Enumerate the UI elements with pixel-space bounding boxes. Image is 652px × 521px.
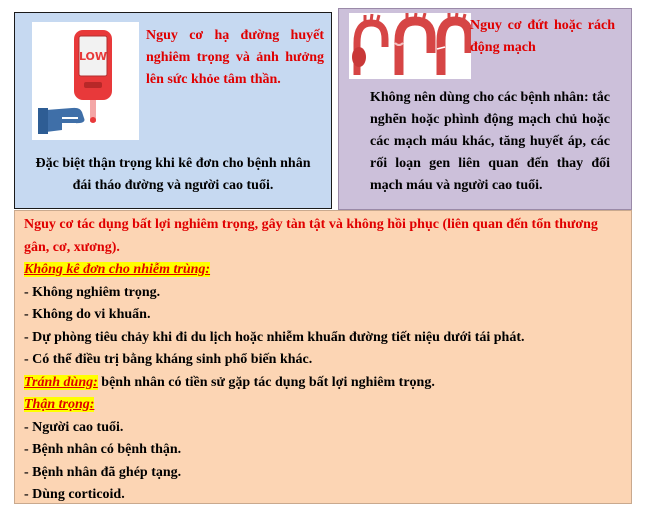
aorta-image: [349, 13, 471, 79]
list-item: - Dự phòng tiêu chảy khi đi du lịch hoặc nhiễm khuẩn đường tiết niệu dưới tái phát.: [24, 329, 525, 345]
list-item: - Người cao tuổi.: [24, 419, 124, 435]
glucometer-icon: [32, 22, 139, 140]
list-item: - Bệnh nhân đã ghép tạng.: [24, 464, 182, 480]
avoid-heading: Tránh dùng:: [24, 374, 98, 390]
list-item: - Không nghiêm trọng.: [24, 284, 161, 300]
artery-warning-box: [338, 8, 632, 210]
caution-heading-line: [24, 394, 624, 417]
artery-title: Nguy cơ đứt hoặc rách động mạch: [470, 18, 615, 55]
avoid-text: bệnh nhân có tiền sử gặp tác dụng bất lợi nghiêm trọng.: [97, 374, 435, 390]
artery-note: Không nên dùng cho các bệnh nhân: tắc nghẽn hoặc phình động mạch chủ hoặc các mạch máu khác, tăng huyết áp, các rối loạn gen liên quan đến thay đổi mạch máu và người cao tuổi.: [370, 90, 611, 193]
list-item: - Không do vi khuẩn.: [24, 307, 151, 322]
hypoglycemia-title: Nguy cơ hạ đường huyết nghiêm trọng và ảnh hưởng lên sức khỏe tâm thần.: [146, 28, 324, 87]
no-prescribe-heading: Không kê đơn cho nhiễm trùng:: [24, 262, 211, 277]
list-item: - Dùng corticoid.: [24, 487, 125, 502]
no-prescribe-heading-line: [24, 259, 624, 282]
hypoglycemia-warning-box: [14, 12, 332, 209]
glucometer-image: [32, 22, 139, 140]
aorta-icon: [349, 13, 471, 79]
caution-heading: Thận trọng:: [24, 397, 95, 412]
adverse-effects-lead: Nguy cơ tác dụng bất lợi nghiêm trọng, gây tàn tật và không hồi phục (liên quan đến tổn thương gân, cơ, xương).: [24, 217, 598, 255]
meter-low-text: LOW: [78, 50, 108, 63]
list-item: - Bệnh nhân có bệnh thận.: [24, 442, 182, 457]
avoid-line: [24, 372, 624, 395]
list-item: - Có thể điều trị bằng kháng sinh phổ biến khác.: [24, 352, 313, 367]
adverse-effects-box: [14, 210, 632, 504]
hypoglycemia-note: Đặc biệt thận trọng khi kê đơn cho bệnh nhân đái tháo đường và người cao tuổi.: [35, 156, 311, 193]
